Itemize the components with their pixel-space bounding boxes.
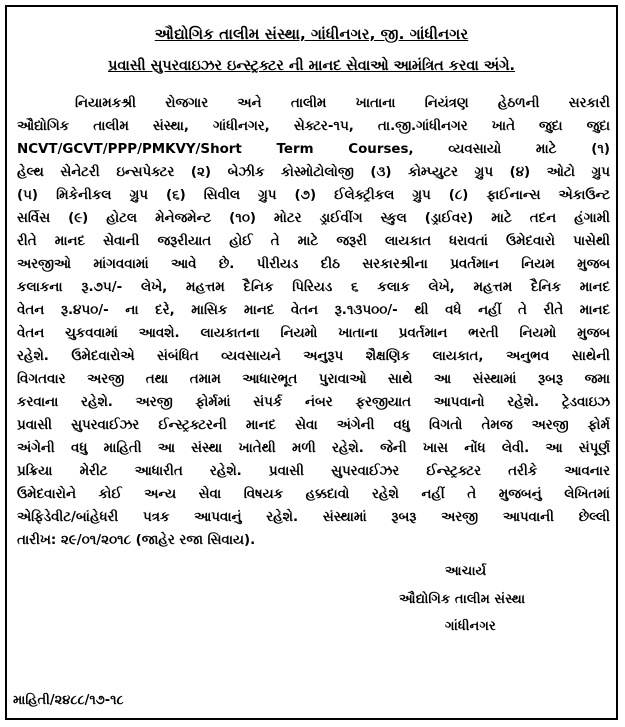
body-line: અરજીઓ માંગવવામાં આવે છે. પીરીયડ દીઠ સરકારશ્રીના પ્રવર્તમાન નિયમ મુજબ	[17, 257, 610, 272]
body-line: અંગેની વધુ માહિતી આ સંસ્થા ખાતેથી મળી રહેશે. જેની ખાસ નોંધ લેવી. આ સંપૂર્ણ	[17, 441, 610, 456]
body-line: વેતન ચુકવવામાં આવશે. લાયકાતના નિયમો ખાતાના પ્રવર્તમાન ભરતી નિયમો મુજબ	[17, 326, 610, 341]
body-line: ઉમેદવારોને કોઈ અન્ય સેવા વિષયક હક્કદાવો રહેશે નહીં તે મુજબનું લેખિતમાં	[17, 487, 610, 502]
body-line: પ્રક્રિયા મેરીટ આધારીત રહેશે. પ્રવાસી સુપરવાઈઝર ઈન્સ્ટ્રક્ટર તરીકે આવનાર	[17, 464, 610, 479]
body-line: વેતન રૂ.૪૫૦/- ના દરે, માસિક માનદ વેતન રૂ.૧૩૫૦૦/- થી વધે નહીં તે રીતે માનદ	[17, 303, 610, 318]
body-line: ઔદ્યોગિક તાલીમ સંસ્થા, ગાંધીનગર, સેક્ટર-૧૫, તા.જી.ગાંધીનગર ખાતે જુદા જુદા	[17, 119, 610, 134]
body-line: હેલ્થ સેનેટરી ઇન્સપેક્ટર (૨) બેઝીક કોસ્મોટોલોજી (૩) કોમ્પ્યુટર ગ્રુપ (૪) ઓટો ગ્રુપ	[17, 165, 610, 180]
notice-title: ઔદ્યોગિક તાલીમ સંસ્થા, ગાંધીનગર, જી. ગાંધીનગર	[154, 25, 469, 43]
notice-subject: પ્રવાસી સુપરવાઇઝર ઇન્સ્ટ્રક્ટર ની માનદ સેવાઓ આમંત્રિત કરવા અંગે.	[108, 58, 515, 74]
reference-number: માહિતી/૨૪૮૮/૧૭-૧૮	[13, 693, 124, 708]
body-line: રીતે માનદ સેવાની જરૂરીયાત હોઈ તે માટે જરૂરી લાયકાત ધરાવતાં ઉમેદવારો પાસેથી	[17, 234, 610, 249]
notice-box	[5, 5, 618, 720]
body-line: સર્વિસ (૯) હોટલ મેનેજમેન્ટ (૧૦) મોટર ડ્રાઈવીંગ સ્કુલ (ડ્રાઈવર) માટે તદન હંગામી	[17, 211, 610, 226]
body-line-deadline: તારીખ: ૨૯/૦૧/૨૦૧૮ (જાહેર રજા સિવાય).	[17, 533, 256, 548]
body-line: (૫) મિકેનીકલ ગ્રુપ (૬) સિવીલ ગ્રુપ (૭) ઈલેક્ટ્રીકલ ગ્રુપ (૮) ફાઈનાન્સ એકાઉન્ટ	[17, 188, 610, 203]
body-line: નિયામકશ્રી રોજગાર અને તાલીમ ખાતાના નિયંત્રણ હેઠળની સરકારી	[75, 96, 610, 111]
signature-institute: ઔદ્યોગિક તાલીમ સંસ્થા	[399, 592, 526, 607]
body-line: વિગતવાર અરજી તથા તમામ આધારભૂત પુરાવાઓ સાથે આ સંસ્થામાં રૂબરૂ જમા	[17, 372, 610, 387]
body-line: એફિડેવીટ/બાંહેધરી પત્રક આપવાનું રહેશે. સંસ્થામાં રૂબરૂ અરજી આપવાની છેલ્લી	[17, 510, 610, 525]
signature-city: ગાંધીનગર	[445, 619, 496, 634]
body-line: કરવાના રહેશે. અરજી ફોર્મમાં સંપર્ક નંબર ફરજીયાત આપવાનો રહેશે. ટ્રેડવાઇઝ	[17, 395, 610, 410]
signature-designation: આચાર્ય	[445, 564, 487, 579]
body-line: NCVT/GCVT/PPP/PMKVY/Short Term Courses, વ્યવસાયો માટે (૧)	[17, 142, 610, 157]
body-line: પ્રવાસી સુપરવાઈઝર ઈન્સ્ટ્રક્ટરની માનદ સેવા અંગેની વધુ વિગતો તેમજ અરજી ફોર્મ	[17, 418, 610, 433]
body-line: રહેશે. ઉમેદવારોએ સંબંધિત વ્યવસાયને અનુરૂપ શૈક્ષણિક લાયકાત, અનુભવ સાથેની	[17, 349, 610, 364]
body-line: કલાકના રૂ.૭૫/- લેખે, મહત્તમ દૈનિક પિરિયડ ૬ કલાક લેખે, મહત્તમ દૈનિક માનદ	[17, 280, 610, 295]
